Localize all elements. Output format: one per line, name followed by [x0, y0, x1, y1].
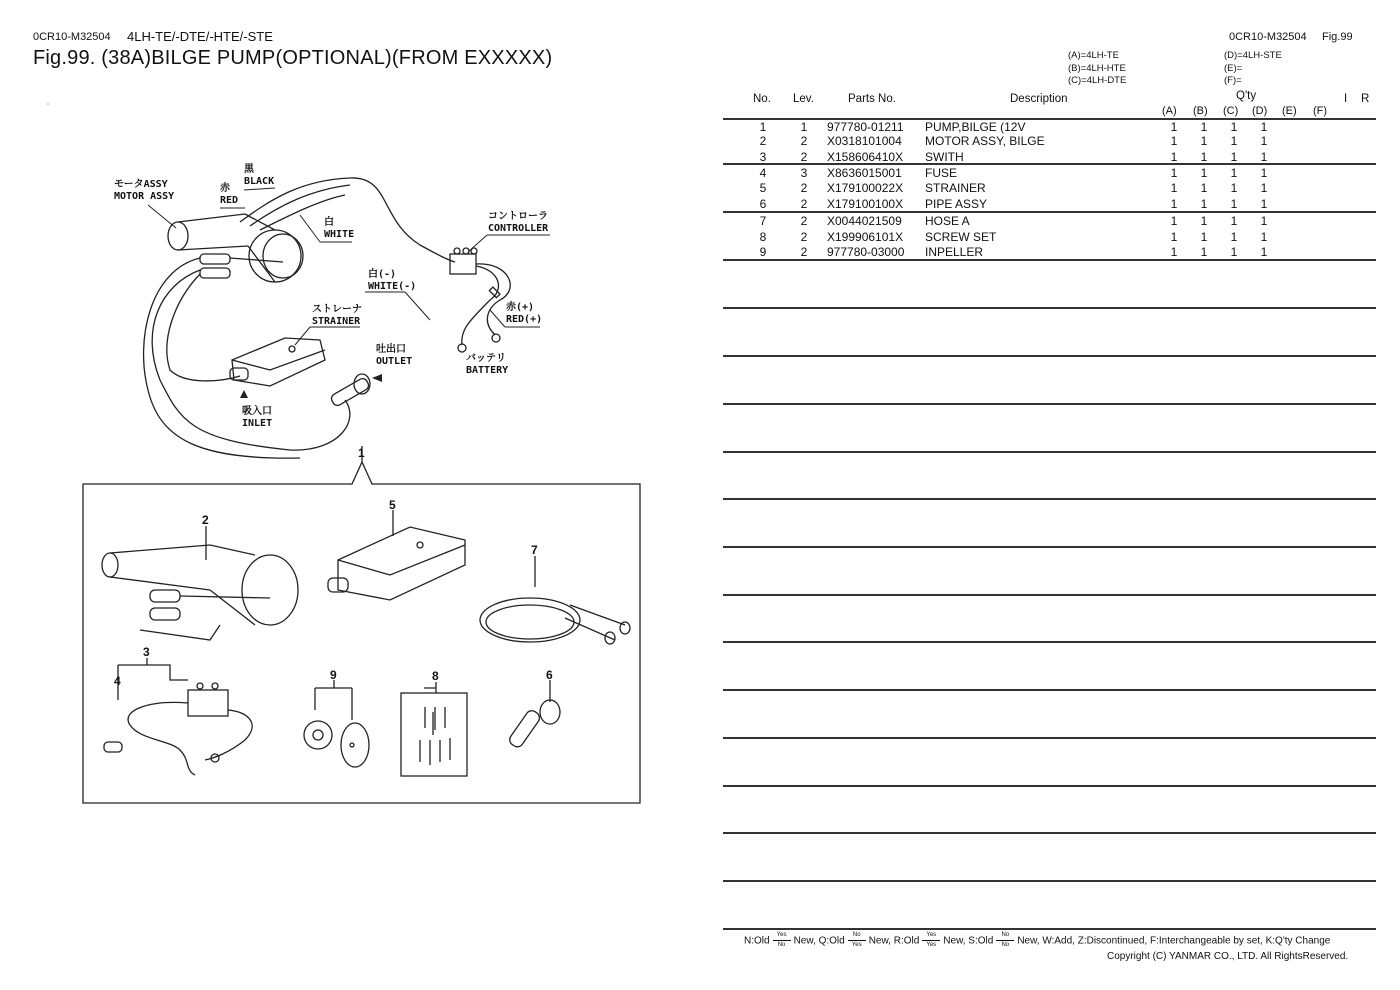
table-rule	[723, 785, 1376, 787]
cell-part-no: X179100100X	[827, 197, 904, 211]
bidirectional-arrow-icon: $\frac{No}{No}$	[994, 935, 1016, 947]
cell-qty-a: 1	[1170, 120, 1178, 134]
cell-qty-c: 1	[1230, 214, 1238, 228]
copyright: Copyright (C) YANMAR CO., LTD. All RightsReserved.	[1107, 951, 1349, 962]
table-rule	[723, 832, 1376, 834]
model-legend-f: (F)=	[1224, 75, 1242, 86]
cell-qty-a: 1	[1170, 197, 1178, 211]
cell-qty-d: 1	[1260, 214, 1268, 228]
cell-qty-b: 1	[1200, 245, 1208, 259]
item-number-9: 9	[330, 668, 337, 682]
cell-part-no: X199906101X	[827, 230, 904, 244]
item-number-7: 7	[531, 543, 538, 557]
cell-qty-c: 1	[1230, 245, 1238, 259]
table-rule	[723, 307, 1376, 309]
cell-part-no: 977780-03000	[827, 245, 905, 259]
cell-qty-d: 1	[1260, 197, 1268, 211]
col-header-qty: Q'ty	[1236, 90, 1257, 102]
cell-no: 3	[759, 150, 767, 164]
table-rule	[723, 355, 1376, 357]
table-rule	[723, 451, 1376, 453]
item-number-2: 2	[202, 513, 209, 527]
cell-description: SWITH	[925, 150, 964, 164]
col-header-qty-d: (D)	[1252, 105, 1268, 117]
model-list: 4LH-TE/-DTE/-HTE/-STE	[127, 29, 273, 44]
callout-red-positive: 赤(+) RED(+)	[506, 302, 543, 325]
table-rule	[723, 928, 1376, 930]
fig-ref: Fig.99	[1322, 31, 1353, 43]
cell-qty-d: 1	[1260, 134, 1268, 148]
cell-lev: 2	[800, 181, 808, 195]
item-number-1: 1	[358, 446, 365, 460]
col-header-qty-f: (F)	[1313, 105, 1328, 117]
model-legend-e: (E)=	[1224, 62, 1243, 74]
cell-qty-a: 1	[1170, 181, 1178, 195]
cell-lev: 2	[800, 214, 808, 228]
cell-qty-c: 1	[1230, 134, 1238, 148]
cell-qty-b: 1	[1200, 134, 1208, 148]
cell-description: STRAINER	[925, 181, 986, 195]
cell-part-no: X0318101004	[827, 134, 902, 148]
table-rule	[723, 689, 1376, 691]
cell-qty-a: 1	[1170, 245, 1178, 259]
table-rule	[723, 737, 1376, 739]
model-legend-right	[1224, 50, 1282, 88]
item-number-5: 5	[389, 498, 396, 512]
cell-description: MOTOR ASSY, BILGE	[925, 134, 1045, 148]
cell-qty-c: 1	[1230, 197, 1238, 211]
cell-qty-c: 1	[1230, 166, 1238, 180]
model-legend-b: (B)=4LH-HTE	[1068, 62, 1126, 74]
cell-qty-c: 1	[1230, 230, 1238, 244]
cell-description: FUSE	[925, 166, 958, 180]
callout-battery: バッテリ BATTERY	[466, 353, 509, 376]
cell-no: 9	[759, 245, 767, 259]
cell-description: HOSE A	[925, 214, 970, 228]
table-rule	[723, 880, 1376, 882]
col-header-qty-b: (B)	[1193, 105, 1208, 117]
cell-part-no: X8636015001	[827, 166, 902, 180]
col-header-i: I	[1344, 93, 1348, 105]
cell-description: PIPE ASSY	[925, 197, 988, 211]
cell-qty-b: 1	[1200, 230, 1208, 244]
cell-no: 1	[759, 120, 767, 134]
cell-description: SCREW SET	[925, 230, 997, 244]
cell-no: 7	[759, 214, 767, 228]
callout-white-negative: 白(-) WHITE(-)	[368, 269, 417, 292]
cell-qty-b: 1	[1200, 197, 1208, 211]
change-code-legend: N:Old Yes No New, Q:Old No Yes New, R:Old Yes Yes New, S:Old $\frac{No}{No}$ New, W:Add, Z:Discontinued, F:Interchangeable by set, K:Q'ty Change	[744, 932, 1331, 948]
cell-part-no: X158606410X	[827, 150, 904, 164]
cell-qty-c: 1	[1230, 120, 1238, 134]
cell-qty-d: 1	[1260, 120, 1268, 134]
cell-qty-d: 1	[1260, 181, 1268, 195]
doc-code-right: 0CR10-M32504	[1229, 31, 1307, 43]
table-row[interactable]	[723, 166, 1376, 181]
cell-lev: 2	[800, 197, 808, 211]
cell-lev: 2	[800, 230, 808, 244]
cell-part-no: 977780-01211	[827, 120, 904, 134]
callout-black-wire: 黒 BLACK	[244, 164, 275, 187]
cell-part-no: X0044021509	[827, 214, 902, 228]
cell-qty-a: 1	[1170, 230, 1178, 244]
cell-qty-d: 1	[1260, 166, 1268, 180]
cell-qty-b: 1	[1200, 120, 1208, 134]
cell-qty-c: 1	[1230, 150, 1238, 164]
item-number-4: 4	[114, 674, 121, 688]
cell-qty-d: 1	[1260, 150, 1268, 164]
table-row[interactable]	[723, 230, 1376, 245]
col-header-parts-no: Parts No.	[848, 93, 896, 105]
item-number-6: 6	[546, 668, 553, 682]
cell-lev: 2	[800, 245, 808, 259]
cell-lev: 1	[800, 120, 808, 134]
bidirectional-arrow-icon: Yes Yes	[920, 935, 942, 947]
model-legend-left	[1068, 50, 1126, 88]
cell-qty-b: 1	[1200, 181, 1208, 195]
table-row[interactable]	[723, 120, 1376, 135]
col-header-qty-a: (A)	[1162, 105, 1177, 117]
model-legend-a: (A)=4LH-TE	[1068, 50, 1119, 61]
callout-inlet: 吸入口 INLET	[242, 406, 273, 429]
cell-part-no: X179100022X	[827, 181, 904, 195]
table-row[interactable]	[723, 134, 1376, 149]
figure-title: Fig.99. (38A)BILGE PUMP(OPTIONAL)(FROM EXXXXX)	[33, 47, 553, 69]
cell-qty-c: 1	[1230, 181, 1238, 195]
cell-no: 5	[759, 181, 767, 195]
table-row[interactable]	[723, 150, 1376, 165]
col-header-lev: Lev.	[793, 93, 814, 105]
callout-white-wire: 白 WHITE	[324, 217, 355, 240]
col-header-qty-c: (C)	[1223, 105, 1239, 117]
cell-lev: 3	[800, 166, 808, 180]
cell-no: 6	[759, 197, 767, 211]
table-rule	[723, 546, 1376, 548]
col-header-no: No.	[753, 93, 771, 105]
cell-no: 8	[759, 230, 767, 244]
callout-controller: コントローラ CONTROLLER	[488, 211, 549, 234]
table-row[interactable]	[723, 181, 1376, 196]
cell-qty-b: 1	[1200, 166, 1208, 180]
bidirectional-arrow-icon: Yes No	[771, 935, 793, 947]
doc-code-left: 0CR10-M32504	[33, 31, 111, 43]
cell-qty-a: 1	[1170, 134, 1178, 148]
cell-qty-d: 1	[1260, 245, 1268, 259]
cell-no: 2	[759, 134, 767, 148]
cell-qty-a: 1	[1170, 150, 1178, 164]
cell-qty-a: 1	[1170, 166, 1178, 180]
cell-description: PUMP,BILGE (12V	[925, 120, 1026, 134]
bidirectional-arrow-icon: No Yes	[846, 935, 868, 947]
callout-strainer: ストレーナ STRAINER	[312, 304, 362, 327]
col-header-qty-e: (E)	[1282, 105, 1297, 117]
model-legend-d: (D)=4LH-STE	[1224, 50, 1282, 61]
cell-lev: 2	[800, 134, 808, 148]
cell-description: INPELLER	[925, 245, 984, 259]
cell-lev: 2	[800, 150, 808, 164]
callout-motor-assy: モータASSY MOTOR ASSY	[114, 179, 175, 202]
table-row[interactable]	[723, 245, 1376, 260]
table-rule	[723, 641, 1376, 643]
cell-no: 4	[759, 166, 767, 180]
cell-qty-b: 1	[1200, 214, 1208, 228]
item-number-8: 8	[432, 669, 439, 683]
table-row[interactable]	[723, 214, 1376, 229]
col-header-description: Description	[1010, 93, 1068, 105]
callout-outlet: 吐出口 OUTLET	[376, 344, 413, 367]
table-rule	[723, 498, 1376, 500]
cell-qty-d: 1	[1260, 230, 1268, 244]
col-header-r: R	[1361, 93, 1370, 105]
cell-qty-b: 1	[1200, 150, 1208, 164]
model-legend-c: (C)=4LH-DTE	[1068, 75, 1127, 86]
cell-qty-a: 1	[1170, 214, 1178, 228]
table-rule	[723, 403, 1376, 405]
item-number-3: 3	[143, 645, 150, 659]
table-rule	[723, 594, 1376, 596]
callout-red-wire: 赤 RED	[220, 183, 239, 206]
table-row[interactable]	[723, 197, 1376, 212]
